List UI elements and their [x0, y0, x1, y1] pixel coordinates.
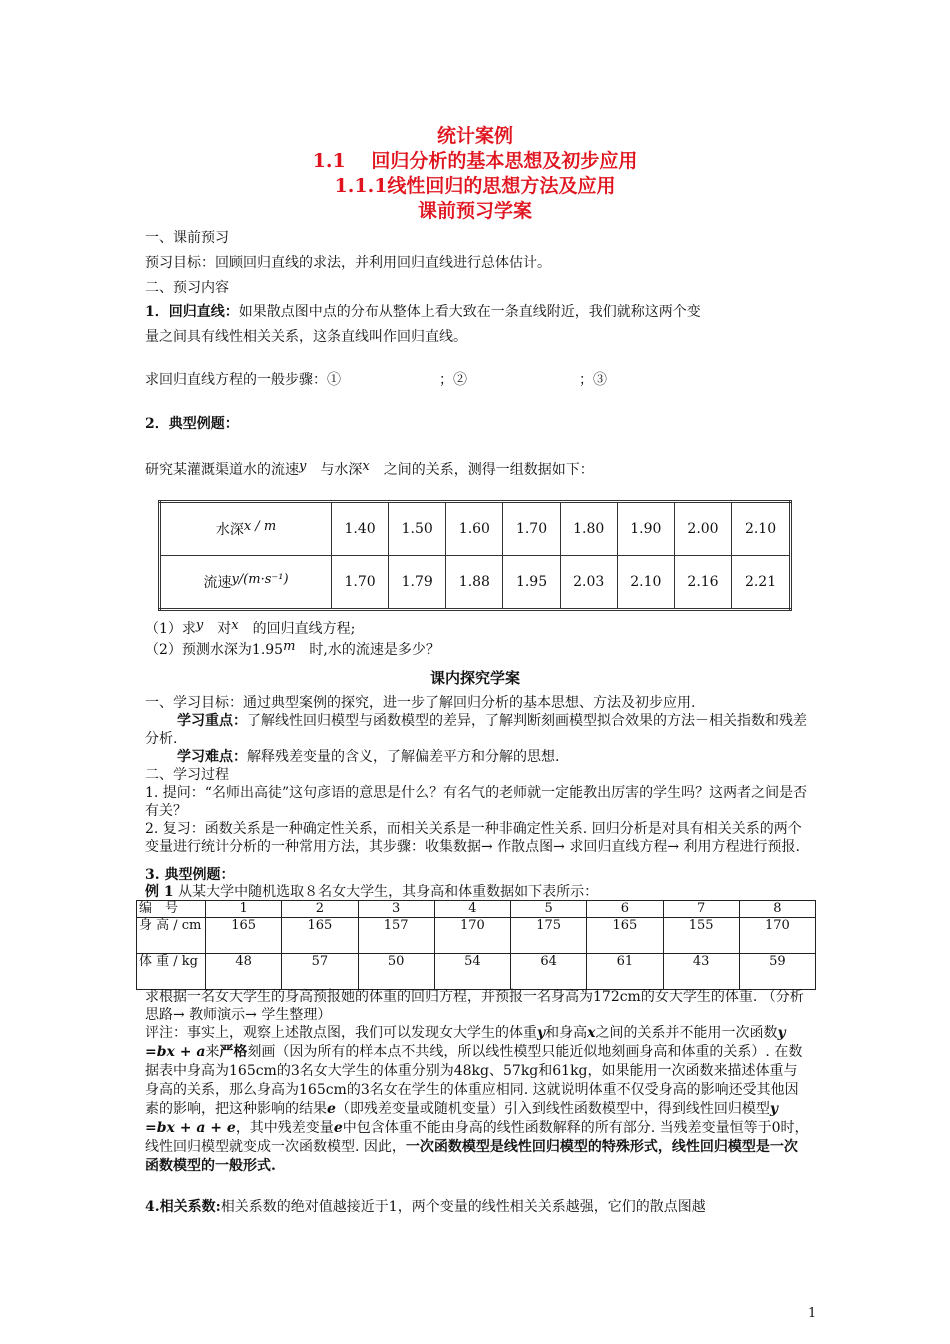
- table-cell: 1.95: [503, 556, 560, 610]
- commentary: 评注：事实上，观察上述散点图，我们可以发现女大学生的体重y和身高x之间的关系并不能用一次函数y =bx + a来严格刻画（因为所有的样本点不共线，所以线性模型只能近似地刻画身高和体重的关系）. 在数据表中身高为165cm的3名女大学生的体重分别为48kg、57kg和61kg，如果能用一次函数来描述体重与身高的关系，那么身高为165cm的3名女在学生的体重应相同. 这就说明体重不仅受身高的影响还受其他因素的影响，把这种影响的结果e（即残差变量或随机变量）引入到线性函数模型中，得到线性回归模型y =bx + a + e，其中残差变量e中包含体重不能由身高的线性函数解释的所有部分. 当残差变量恒等于0时，线性回归模型就变成一次函数模型. 因此，一次函数模型是线性回归模型的特殊形式，线性回归模型是一次函数模型的一般形式.: [145, 1025, 809, 1174]
- table-cell: 54: [434, 954, 510, 990]
- steps-line: 求回归直线方程的一般步骤：① ；② ；③: [145, 372, 607, 388]
- weight-header: 体 重 / kg: [137, 954, 206, 990]
- table-cell: 5: [511, 901, 587, 918]
- depth-header: 水深x / m: [160, 502, 332, 556]
- table-row: [137, 901, 816, 918]
- doc-title-2: 1.1 回归分析的基本思想及初步应用: [312, 150, 638, 172]
- table-cell: 2.00: [674, 502, 731, 556]
- table-cell: 59: [739, 954, 815, 990]
- process-item-1: 1. 提问：“名师出高徒”这句彦语的意思是什么？有名气的老师就一定能教出厉害的学生吗？这两者之间是否有关？: [145, 785, 808, 819]
- table-cell: 4: [434, 901, 510, 918]
- table-row: [160, 556, 791, 610]
- table-cell: 170: [739, 918, 815, 954]
- table-cell: 1.50: [389, 502, 446, 556]
- height-weight-table: [136, 900, 816, 990]
- table-cell: 2.16: [674, 556, 731, 610]
- table-cell: 1.60: [446, 502, 503, 556]
- table-cell: 2.10: [617, 556, 674, 610]
- table-cell: 165: [587, 918, 663, 954]
- regression-line-cont: 量之间具有线性相关关系，这条直线叫作回归直线。: [145, 329, 467, 345]
- speed-header: 流速y/(m·s⁻¹): [160, 556, 332, 610]
- difficult-points: 学习难点：解释残差变量的含义，了解偏差平方和分解的思想.: [177, 749, 560, 765]
- table-cell: 165: [282, 918, 358, 954]
- table-cell: 155: [663, 918, 739, 954]
- table-row: [137, 954, 816, 990]
- key-points: 学习重点：了解线性回归模型与函数模型的差异，了解判断刻画模型拟合效果的方法－相关指数和残差分析.: [145, 713, 807, 747]
- table-cell: 57: [282, 954, 358, 990]
- table-cell: 1.80: [560, 502, 617, 556]
- table-cell: 2.10: [732, 502, 791, 556]
- table-row: [137, 918, 816, 954]
- table-cell: 165: [206, 918, 282, 954]
- table-cell: 7: [663, 901, 739, 918]
- preview-content-heading: 二、预习内容: [145, 280, 229, 296]
- table-cell: 1: [206, 901, 282, 918]
- example-heading: 2．典型例题：: [145, 416, 239, 432]
- table-cell: 48: [206, 954, 282, 990]
- table-cell: 1.70: [503, 502, 560, 556]
- doc-title-4: 课前预习学案: [417, 200, 532, 222]
- question-1: （1）求y 对x 的回归直线方程;: [145, 618, 356, 637]
- table-cell: 157: [358, 918, 434, 954]
- doc-title-3: 1.1.1线性回归的思想方法及应用: [334, 175, 616, 197]
- table-cell: 1.40: [332, 502, 389, 556]
- table-cell: 2: [282, 901, 358, 918]
- table-cell: 170: [434, 918, 510, 954]
- table-cell: 43: [663, 954, 739, 990]
- page-number: 1: [808, 1306, 817, 1321]
- table-cell: 1.90: [617, 502, 674, 556]
- table-row: [160, 502, 791, 556]
- table-cell: 1.70: [332, 556, 389, 610]
- regression-line-text: 如果散点图中点的分布从整体上看大致在一条直线附近，我们就称这两个变: [238, 304, 701, 320]
- table-cell: 1.88: [446, 556, 503, 610]
- table-cell: 1.79: [389, 556, 446, 610]
- table-cell: 2.03: [560, 556, 617, 610]
- doc-title-1: 统计案例: [436, 125, 513, 147]
- preview-goal: 预习目标：回顾回归直线的求法，并利用回归直线进行总体估计。: [145, 255, 551, 271]
- table-cell: 6: [587, 901, 663, 918]
- question-intro: 研究某灌溉渠道水的流速y 与水深x 之间的关系，测得一组数据如下：: [145, 459, 594, 478]
- table-cell: 3: [358, 901, 434, 918]
- process-item-2: 2. 复习：函数关系是一种确定性关系，而相关关系是一种非确定性关系. 回归分析是对具有相关关系的两个变量进行统计分析的一种常用方法，其步骤：收集数据→ 作散点图→ 求回归直线方程→ 利用方程进行预报.: [145, 821, 802, 855]
- prediction-request: 求根据一名女大学生的身高预报她的体重的回归方程，并预报一名身高为172cm的女大学生的体重. （分析思路→ 教师演示→ 学生整理）: [145, 989, 804, 1023]
- table-cell: 50: [358, 954, 434, 990]
- table-cell: 64: [511, 954, 587, 990]
- table-cell: 2.21: [732, 556, 791, 610]
- preview-heading: 一、课前预习: [145, 230, 229, 246]
- correlation-coefficient: 4.相关系数:相关系数的绝对值越接近于1，两个变量的线性相关关系越强，它们的散点图越: [145, 1199, 706, 1215]
- inclass-goal: 一、学习目标：通过典型案例的探究，进一步了解回归分析的基本思想、方法及初步应用.: [145, 695, 696, 711]
- inclass-heading: 课内探究学案: [429, 669, 520, 687]
- regression-line-label: 1．回归直线：: [145, 304, 239, 320]
- regression-line-para: [145, 303, 701, 321]
- height-header: 身 高 / cm: [137, 918, 206, 954]
- table-cell: 61: [587, 954, 663, 990]
- id-header: 编 号: [137, 901, 206, 918]
- process-heading: 二、学习过程: [145, 767, 229, 783]
- process-item-3: 3. 典型例题：: [145, 867, 235, 883]
- depth-speed-table: [158, 500, 792, 611]
- table-cell: 175: [511, 918, 587, 954]
- table-cell: 8: [739, 901, 815, 918]
- question-2: （2）预测水深为1.95m 时,水的流速是多少？: [145, 639, 440, 658]
- example-1: 例 1 从某大学中随机选取８名女大学生，其身高和体重数据如下表所示：: [145, 884, 599, 900]
